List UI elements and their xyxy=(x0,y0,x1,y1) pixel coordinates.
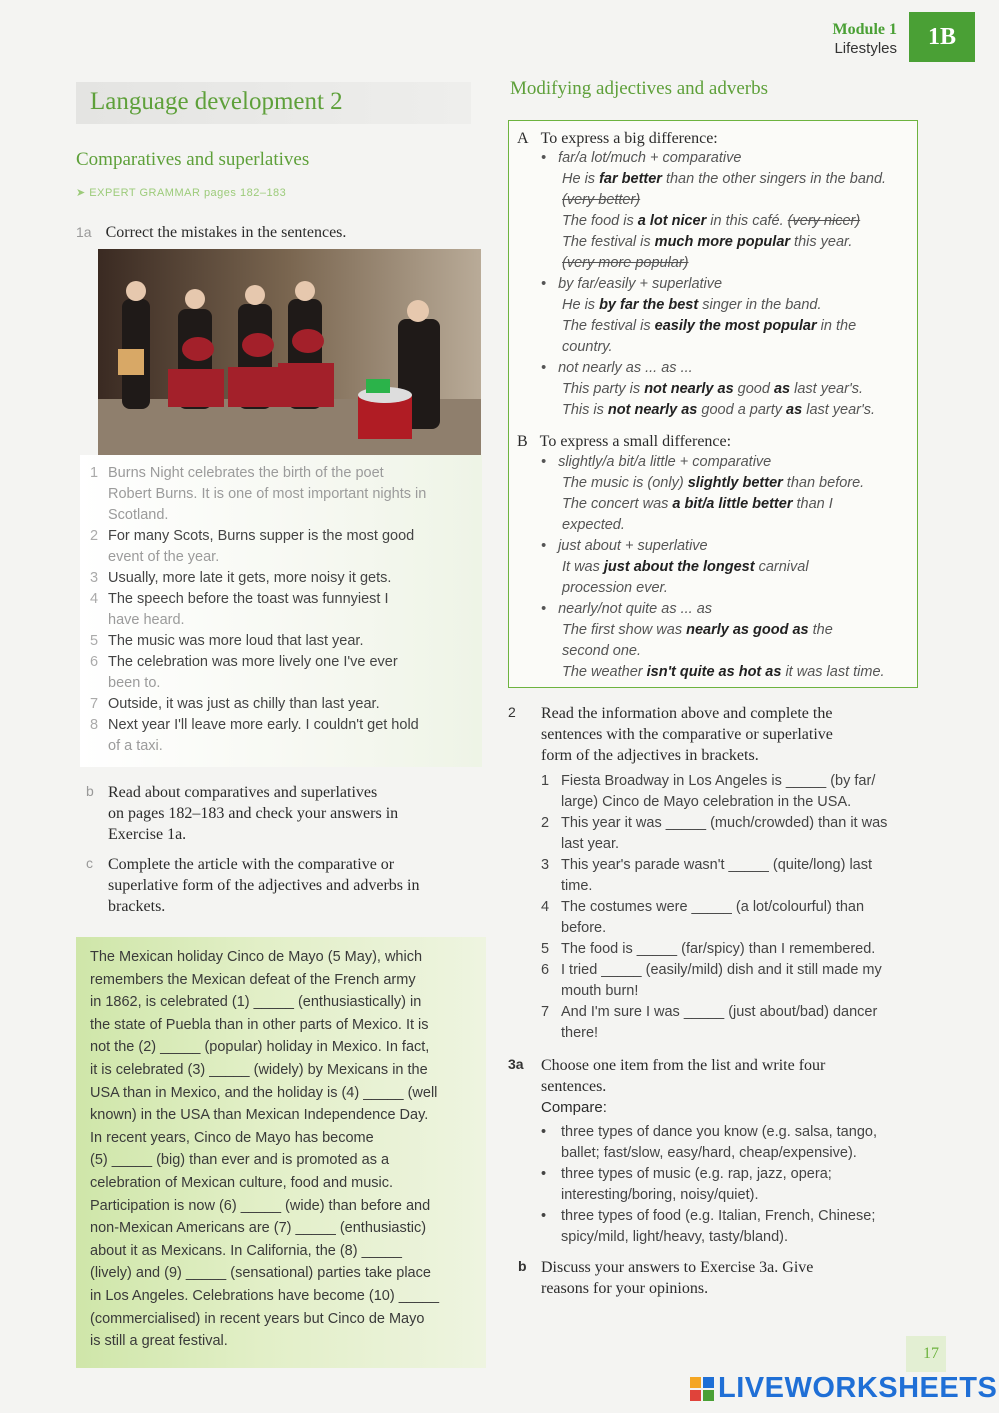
article-line: remembers the Mexican defeat of the French army xyxy=(90,971,416,988)
module-label xyxy=(833,20,897,58)
article-line: in 1862, is celebrated (1) _____ (enthusiastically) in xyxy=(90,994,422,1011)
exercise-line: brackets. xyxy=(108,898,166,915)
exercise-line: sentences with the comparative or superlative xyxy=(541,726,833,743)
exercise-line: Read about comparatives and superlatives xyxy=(108,784,378,801)
sentence-number: 1 xyxy=(90,465,99,481)
rule-bullet: far/a lot/much + comparative xyxy=(558,150,742,166)
rule-bullet: by far/easily + superlative xyxy=(558,276,723,292)
exercise-instruction: Correct the mistakes in the sentences. xyxy=(105,224,347,241)
exercise-2 xyxy=(508,703,918,766)
sentence-item xyxy=(90,694,470,715)
exercise-line: form of the adjectives in brackets. xyxy=(541,747,759,764)
article-line: celebration of Mexican culture, food and music. xyxy=(90,1174,394,1191)
sentence-line: Next year I'll leave more early. I couldn't get hold xyxy=(108,717,419,733)
exercise-1c xyxy=(86,854,481,917)
rule-a-heading xyxy=(517,128,718,149)
module-number: Module 1 xyxy=(832,21,897,38)
expert-grammar-reference: ➤ EXPERT GRAMMAR pages 182–183 xyxy=(76,187,287,199)
article-line: about it as Mexicans. In California, the (8) _____ xyxy=(90,1242,402,1259)
sentence-line: Outside, it was just as chilly than last year. xyxy=(108,696,380,712)
rule-bullet: not nearly as ... as ... xyxy=(558,360,693,376)
exercise-number: c xyxy=(86,855,93,871)
sentence-number: 7 xyxy=(90,696,99,712)
article-line: (lively) and (9) _____ (sensational) parties take place xyxy=(90,1265,431,1282)
sentence-item xyxy=(90,652,470,694)
article-line: is still a great festival. xyxy=(90,1333,228,1350)
section-heading-comparatives: Comparatives and superlatives xyxy=(76,149,310,170)
page-number: 17 xyxy=(923,1345,939,1362)
ex2-item: 3 This year's parade wasn't _____ (quite/long) last time. xyxy=(541,857,873,894)
rule-b-heading xyxy=(517,431,731,452)
incorrect-example: (very better) xyxy=(562,192,641,208)
sentence-line: have heard. xyxy=(108,612,185,628)
compare-label: Compare: xyxy=(541,1099,607,1116)
exercise-line: Read the information above and complete the xyxy=(541,705,833,722)
exercise-line: on pages 182–183 and check your answers in xyxy=(108,805,399,822)
sentence-item xyxy=(90,568,470,589)
exercise-1b xyxy=(86,782,481,845)
page-title: Language development 2 xyxy=(90,88,343,115)
incorrect-example: (very nicer) xyxy=(787,213,861,229)
rule-a-content: • far/a lot/much + comparative He is far better than the other singers in the band. (very better) The food is a lot nicer in this café. (very nicer) The festival is much more popular this year. (very more popular) • by far/easily + superlative He is by far the best singer in the band. The festival is easily the most popular in the country. • not nearly as ... as ... This party is not nearly as good as last year's. This is not nearly as good a party as last year's. xyxy=(541,150,887,418)
sentence-line: Robert Burns. It is one of most important nights in xyxy=(108,486,427,502)
exercise-3a xyxy=(508,1055,918,1118)
ex2-item: 1 Fiesta Broadway in Los Angeles is _____ (by far/ large) Cinco de Mayo celebration in the USA. xyxy=(541,773,876,810)
rule-heading-text: To express a big difference: xyxy=(540,130,718,147)
article-line: The Mexican holiday Cinco de Mayo (5 May), which xyxy=(90,949,423,965)
liveworksheets-logo-icon xyxy=(690,1377,714,1401)
article-line: known) in the USA than Mexican Independence Day. xyxy=(90,1107,429,1124)
exercise-number: b xyxy=(86,783,94,799)
sentence-line: Scotland. xyxy=(108,507,169,523)
ex2-item: 2 This year it was _____ (much/crowded) than it was last year. xyxy=(541,815,888,852)
article-line: (5) _____ (big) than ever and is promoted as a xyxy=(90,1152,390,1169)
sentence-number: 8 xyxy=(90,717,99,733)
module-lesson: Lifestyles xyxy=(834,40,897,57)
sentence-item xyxy=(90,631,470,652)
rule-bullet: just about + superlative xyxy=(558,538,708,554)
article-line: non-Mexican Americans are (7) _____ (enthusiastic) xyxy=(90,1220,427,1237)
exercise-line: sentences. xyxy=(541,1078,607,1095)
sentence-line: The celebration was more lively one I've ever xyxy=(108,654,398,670)
ex2-item: 4 The costumes were _____ (a lot/colourful) than before. xyxy=(541,899,865,936)
exercise-line: Discuss your answers to Exercise 3a. Give xyxy=(541,1259,814,1276)
sentence-number: 2 xyxy=(90,528,99,544)
sentence-item xyxy=(90,526,470,568)
sentence-number: 4 xyxy=(90,591,99,607)
incorrect-example: (very more popular) xyxy=(562,255,689,271)
sentence-item xyxy=(90,715,470,757)
sentence-number: 6 xyxy=(90,654,99,670)
rule-label: B xyxy=(517,433,528,450)
sentence-line: For many Scots, Burns supper is the most good xyxy=(108,528,415,544)
exercise-3b xyxy=(508,1257,918,1299)
article-line: in Los Angeles. Celebrations have become (10) _____ xyxy=(90,1287,440,1304)
sentence-item xyxy=(90,589,470,631)
sentence-line: The music was more loud that last year. xyxy=(108,633,364,649)
exercise-line: reasons for your opinions. xyxy=(541,1280,709,1297)
rule-heading-text: To express a small difference: xyxy=(539,433,732,450)
ex3a-item: • three types of music (e.g. rap, jazz, opera; interesting/boring, noisy/quiet). xyxy=(541,1166,832,1203)
exercise-number: b xyxy=(518,1258,527,1274)
article-line: not the (2) _____ (popular) holiday in Mexico. In fact, xyxy=(90,1039,430,1056)
exercise-line: Complete the article with the comparative or xyxy=(108,856,395,873)
rule-bullet: nearly/not quite as ... as xyxy=(558,601,713,617)
sentence-line: been to. xyxy=(108,675,161,691)
ex2-item: 6 I tried _____ (easily/mild) dish and it still made my mouth burn! xyxy=(541,962,882,999)
ex2-item: 5 The food is _____ (far/spicy) than I remembered. xyxy=(541,941,876,957)
bagpipers-photo xyxy=(98,249,481,455)
liveworksheets-watermark: LIVEWORKSHEETS xyxy=(718,1372,998,1404)
rule-bullet: slightly/a bit/a little + comparative xyxy=(558,454,772,470)
exercise-line: superlative form of the adjectives and adverbs in xyxy=(108,877,420,894)
sentence-line: event of the year. xyxy=(108,549,220,565)
unit-label: 1B xyxy=(927,23,956,50)
ex3a-item: • three types of food (e.g. Italian, French, Chinese; spicy/mild, light/heavy, tasty/bland). xyxy=(541,1208,876,1245)
sentence-number: 3 xyxy=(90,570,99,586)
article-line: Participation is now (6) _____ (wide) than before and xyxy=(90,1197,431,1214)
section-heading-modifying: Modifying adjectives and adverbs xyxy=(510,78,769,99)
sentence-item xyxy=(90,463,470,526)
sentence-line: Burns Night celebrates the birth of the poet xyxy=(108,465,384,481)
exercise-line: Exercise 1a. xyxy=(108,826,187,843)
exercise-1a xyxy=(76,222,346,243)
article-line: USA than in Mexico, and the holiday is (4) _____ (well xyxy=(90,1084,438,1101)
rule-b-content: • slightly/a bit/a little + comparative The music is (only) slightly better than before. The concert was a bit/a little better than I expected. • just about + superlative It was just about the longest carnival procession ever. • nearly/not quite as ... as The first show was nearly as good as the second one. The weather isn't quite as hot as it was last time. xyxy=(541,454,885,680)
unit-badge xyxy=(909,12,975,62)
exercise-number: 2 xyxy=(508,704,516,720)
exercise-number: 3a xyxy=(508,1056,524,1072)
article-line: it is celebrated (3) _____ (widely) by Mexicans in the xyxy=(90,1061,428,1078)
article-text xyxy=(90,946,468,1353)
ex3a-item: • three types of dance you know (e.g. salsa, tango, ballet; fast/slow, easy/hard, cheap/expensive). xyxy=(541,1124,877,1161)
article-line: the state of Puebla than in other parts of Mexico. It is xyxy=(90,1016,429,1033)
ex2-item: 7 And I'm sure I was _____ (just about/bad) dancer there! xyxy=(541,1004,878,1041)
article-line: (commercialised) in recent years but Cinco de Mayo xyxy=(90,1310,425,1327)
sentence-line: Usually, more late it gets, more noisy it gets. xyxy=(108,570,392,586)
exercise-line: Choose one item from the list and write four xyxy=(541,1057,826,1074)
sentence-line: of a taxi. xyxy=(108,738,163,754)
exercise-number: 1a xyxy=(76,224,92,240)
sentence-line: The speech before the toast was funnyiest I xyxy=(108,591,389,607)
article-line: In recent years, Cinco de Mayo has become xyxy=(90,1129,374,1146)
rule-label: A xyxy=(517,130,529,147)
page-title-banner xyxy=(76,82,471,124)
sentence-number: 5 xyxy=(90,633,99,649)
